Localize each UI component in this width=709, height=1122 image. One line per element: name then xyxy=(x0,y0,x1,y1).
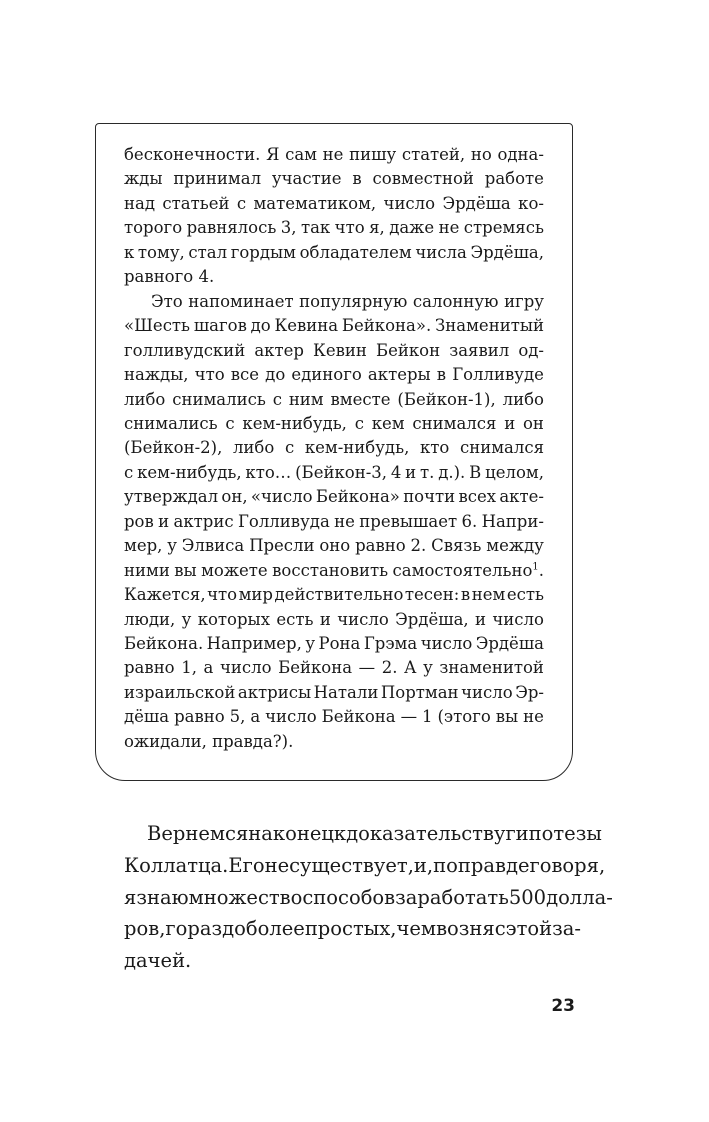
footnote-punctuation: . xyxy=(538,560,544,580)
box-line: израильской актрисы Натали Портман число Эр- xyxy=(124,682,544,702)
box-line: торого равнялось 3, так что я, даже не стремясь xyxy=(124,218,544,238)
box-line: «Шесть шагов до Кевина Бейкона». Знаменитый xyxy=(124,316,544,336)
main-line: Коллатца. Его не существует, и, по правде говоря, xyxy=(124,853,606,877)
box-line: к тому, стал гордым обладателем числа Эрдёша, xyxy=(124,242,544,262)
box-line: нажды, что все до единого актеры в Голливуде xyxy=(124,365,544,385)
box-line: жды принимал участие в совместной работе xyxy=(124,169,544,189)
box-line: Бейкона. Например, у Рона Грэма число Эрдёша xyxy=(124,634,544,653)
box-line: равно 1, а число Бейкона — 2. А у знаменитой xyxy=(124,658,544,678)
footnote-marker: 1 xyxy=(532,561,539,573)
box-line: бесконечности. Я сам не пишу статей, но одна- xyxy=(124,145,544,164)
box-line: ожидали, правда?). xyxy=(124,731,294,751)
box-line: голливудский актер Кевин Бейкон заявил од- xyxy=(124,340,544,360)
box-line: мер, у Элвиса Пресли оно равно 2. Связь между xyxy=(124,536,544,556)
main-line: ров, гораздо более простых, чем возня с этой за- xyxy=(124,917,581,941)
box-line: ров и актрис Голливуда не превышает 6. Напри- xyxy=(124,511,544,531)
box-line: равного 4. xyxy=(124,267,215,287)
main-line: дачей. xyxy=(124,949,192,973)
box-line: ними вы можете восстановить самостоятельно$^1$. xyxy=(124,560,544,580)
page-number: 23 xyxy=(551,996,575,1016)
box-line: (Бейкон-2), либо с кем-нибудь, кто снимался xyxy=(124,438,544,458)
box-line: с кем-нибудь, кто… (Бейкон-3, 4 и т. д.). В целом, xyxy=(124,462,544,482)
main-line: Вернемся наконец к доказательству гипотезы xyxy=(147,822,602,845)
box-line: над статьей с математиком, число Эрдёша ко- xyxy=(124,193,544,213)
box-line: дёша равно 5, а число Бейкона — 1 (этого вы не xyxy=(124,707,544,727)
box-line: утверждал он, «число Бейкона» почти всех акте- xyxy=(124,487,544,507)
box-line: Кажется, что мир действительно тесен: в нем есть xyxy=(124,585,544,605)
main-line: я знаю множество способов заработать 500 долла- xyxy=(124,885,613,909)
box-line: Это напоминает популярную салонную игру xyxy=(151,291,544,311)
box-line: снимались с кем-нибудь, с кем снимался и он xyxy=(124,413,544,433)
box-line: либо снимались с ним вместе (Бейкон-1), либо xyxy=(124,389,544,409)
box-line: люди, у которых есть и число Эрдёша, и число xyxy=(124,609,544,629)
